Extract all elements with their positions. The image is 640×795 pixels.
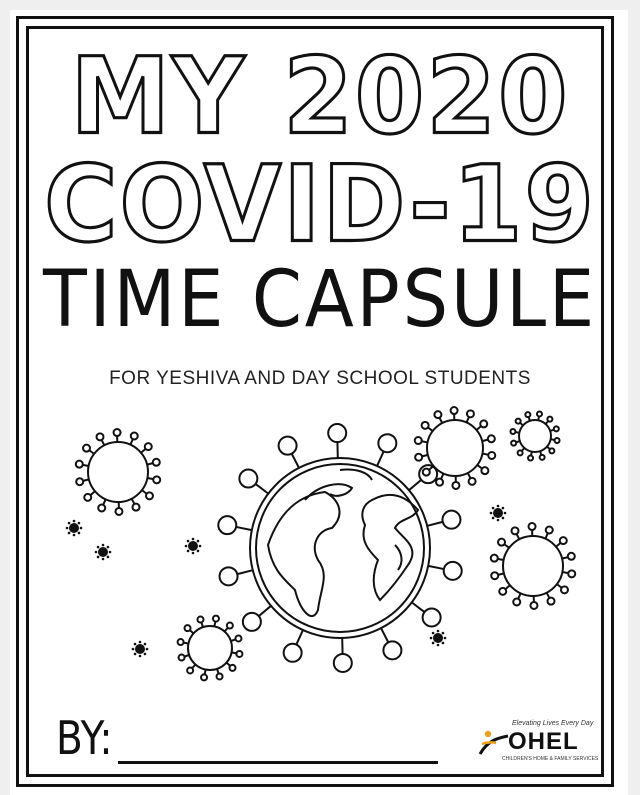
virus-icon: [76, 429, 160, 515]
particle-icon: [95, 544, 112, 561]
title-line-3: TIME CAPSULE: [42, 255, 598, 345]
name-underline[interactable]: [118, 761, 438, 764]
virus-icon: [491, 523, 575, 609]
logo-name: OHEL: [508, 728, 579, 755]
globe-icon: [268, 469, 418, 616]
logo-mark-icon: [478, 728, 510, 758]
particle-icon: [490, 505, 507, 522]
particle-icon: [430, 630, 447, 647]
virus-icon: [510, 411, 559, 460]
ohel-logo: [478, 720, 600, 770]
virus-icon: [178, 616, 243, 681]
logo-subtitle: CHILDREN'S HOME & FAMILY SERVICES: [502, 756, 599, 762]
particle-icon: [66, 520, 83, 537]
particle-icon: [185, 538, 202, 555]
logo-tagline: Elevating Lives Every Day: [512, 720, 594, 727]
title-line-1: MY 2020: [70, 35, 570, 158]
globe-virus-icon: [218, 424, 461, 672]
subtitle: FOR YESHIVA AND DAY SCHOOL STUDENTS: [109, 368, 531, 389]
particle-icon: [132, 641, 149, 658]
title-line-2: COVID-19: [44, 143, 596, 266]
by-label: BY:: [56, 711, 113, 765]
virus-icon: [415, 407, 496, 489]
